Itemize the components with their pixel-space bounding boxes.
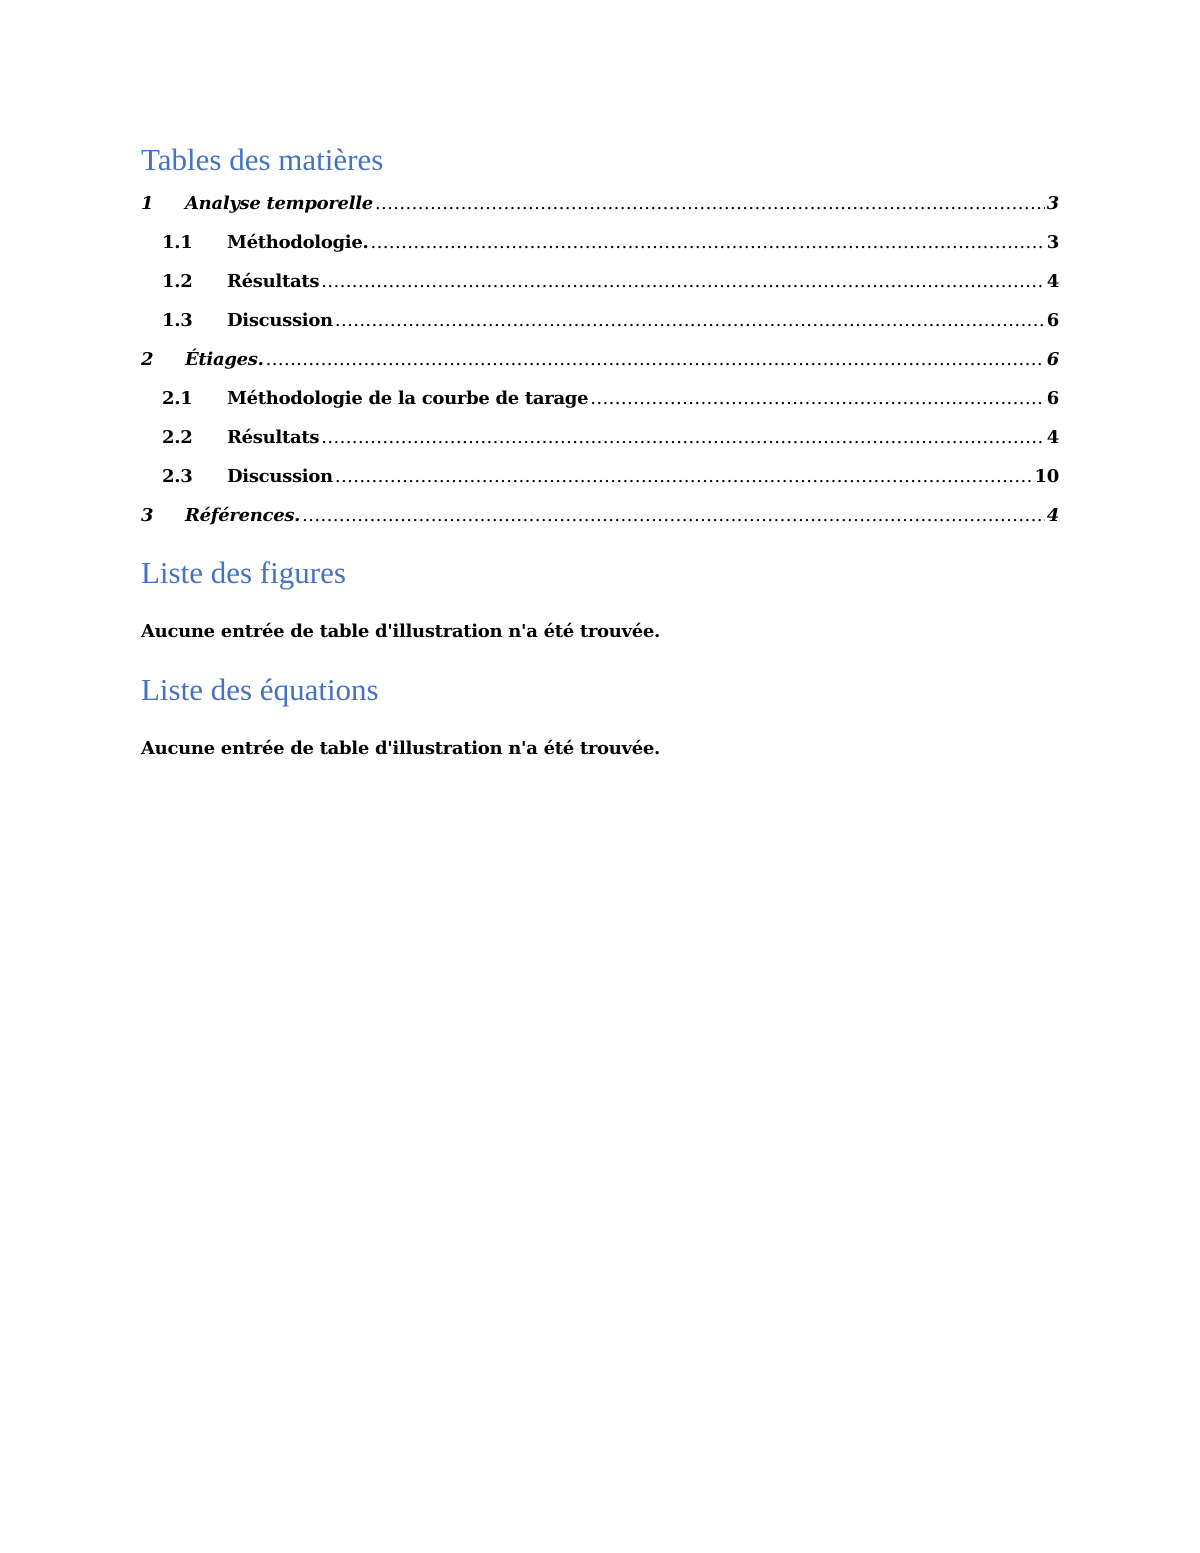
toc-entry-2-3[interactable] bbox=[141, 462, 1059, 501]
toc-entry-page: 3 bbox=[1046, 193, 1059, 214]
toc-entry-2-2[interactable] bbox=[141, 423, 1059, 462]
toc-entry-2-1[interactable] bbox=[141, 384, 1059, 423]
toc-entry-number: 1.2 bbox=[162, 271, 193, 292]
toc-entry-page: 4 bbox=[1046, 505, 1059, 526]
toc-dot-leader bbox=[335, 306, 1045, 336]
toc-entry-page: 4 bbox=[1046, 271, 1059, 292]
toc-entry-title: Références. bbox=[185, 505, 301, 526]
toc-entry-number: 1.3 bbox=[162, 310, 193, 331]
toc-list bbox=[141, 189, 1059, 540]
toc-dot-leader bbox=[321, 267, 1045, 297]
toc-entry-title: Méthodologie de la courbe de tarage bbox=[227, 388, 589, 409]
toc-entry-number: 2 bbox=[141, 349, 154, 370]
toc-entry-page: 6 bbox=[1046, 349, 1059, 370]
toc-entry-page: 3 bbox=[1046, 232, 1059, 253]
toc-entry-title: Analyse temporelle bbox=[185, 193, 373, 214]
toc-dot-leader bbox=[590, 384, 1045, 414]
toc-entry-1-1[interactable] bbox=[141, 228, 1059, 267]
toc-entry-1-2[interactable] bbox=[141, 267, 1059, 306]
equations-empty-note: Aucune entrée de table d'illustration n'a été trouvée. bbox=[141, 738, 660, 759]
toc-entry-title: Discussion bbox=[227, 310, 333, 331]
toc-dot-leader bbox=[302, 501, 1045, 531]
toc-entry-page: 10 bbox=[1034, 466, 1059, 487]
toc-entry-page: 4 bbox=[1046, 427, 1059, 448]
toc-entry-title: Résultats bbox=[227, 427, 320, 448]
equations-heading: Liste des équations bbox=[141, 672, 379, 707]
toc-entry-title: Discussion bbox=[227, 466, 333, 487]
toc-dot-leader bbox=[375, 189, 1045, 219]
toc-entry-3[interactable] bbox=[141, 501, 1059, 540]
toc-entry-number: 1.1 bbox=[162, 232, 193, 253]
toc-entry-1[interactable] bbox=[141, 189, 1059, 228]
toc-dot-leader bbox=[335, 462, 1033, 492]
toc-entry-number: 3 bbox=[141, 505, 154, 526]
toc-dot-leader bbox=[266, 345, 1045, 375]
toc-entry-number: 2.2 bbox=[162, 427, 193, 448]
toc-dot-leader bbox=[321, 423, 1045, 453]
toc-entry-number: 2.1 bbox=[162, 388, 193, 409]
toc-entry-1-3[interactable] bbox=[141, 306, 1059, 345]
toc-heading: Tables des matières bbox=[141, 142, 384, 177]
figures-heading: Liste des figures bbox=[141, 555, 346, 590]
toc-entry-title: Résultats bbox=[227, 271, 320, 292]
toc-entry-2[interactable] bbox=[141, 345, 1059, 384]
toc-entry-number: 2.3 bbox=[162, 466, 193, 487]
toc-entry-page: 6 bbox=[1046, 310, 1059, 331]
toc-entry-title: Méthodologie. bbox=[227, 232, 369, 253]
toc-entry-title: Étiages. bbox=[185, 349, 264, 370]
toc-entry-page: 6 bbox=[1046, 388, 1059, 409]
figures-empty-note: Aucune entrée de table d'illustration n'a été trouvée. bbox=[141, 621, 660, 642]
toc-dot-leader bbox=[370, 228, 1044, 258]
toc-entry-number: 1 bbox=[141, 193, 154, 214]
